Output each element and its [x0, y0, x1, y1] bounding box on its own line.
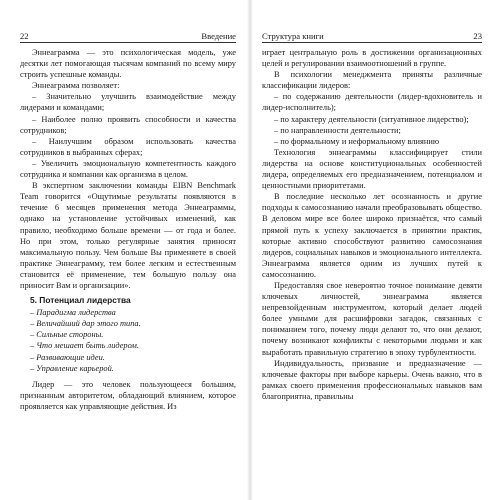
list-item: – Парадигма лидерства — [30, 308, 116, 318]
left-page — [0, 0, 248, 500]
list-item: – Сильные стороны. — [30, 330, 104, 340]
left-page-body — [20, 47, 236, 412]
list-item: – по направленности деятельности; — [274, 125, 401, 135]
right-page-header — [262, 30, 482, 43]
right-page — [252, 0, 500, 500]
paragraph: Предоставляя свое невероятно точное понимание девяти ключевых личностей, эннеаграмма является непревзойденным инструментом, который делает людей более умными для расшифровки загадок, связанных с пониманием того, почему люди делают то, что они делают, почему возникают конфликты с некоторыми людьми и как выработать правильную стратегию в эпоху турбулентности. — [262, 280, 482, 357]
paragraph: Индивидуальность, призвание и предназначение — ключевые факторы при выборе карьеры. Очень важно, что в рамках своего применения профессиональных навыков вам благоприятна, правильны — [262, 358, 482, 401]
paragraph: Технология эннеаграммы классифицирует стили лидерства на основе конституциональных особенностей лидера, определяемых его предназначением, потенциалом и ценностными приоритетами. — [262, 147, 482, 191]
list-item: – Наиболее полно проявить способности и качества сотрудников; — [20, 114, 236, 135]
paragraph: Лидер — это человек пользующееся большим, признанным авторитетом, обладающий влиянием, которое проявляется как управляющие действия. Из — [20, 379, 236, 411]
page-number: 23 — [473, 31, 482, 41]
list-item: – Управление карьерой. — [30, 363, 114, 373]
running-title: Структура книги — [262, 31, 324, 41]
list-item: – по формальному и неформальному влиянию — [274, 136, 440, 146]
list-item: – Наилучшим образом использовать качества сотрудников в выбранных сферах; — [20, 136, 236, 157]
list-item-text: Парадигма лидерства — [36, 308, 116, 318]
list-item-text: Величайший дар этого типа. — [36, 319, 141, 329]
running-title: Введение — [201, 31, 236, 41]
list-item: – Увеличить эмоциональную компетентность каждого сотрудника и компании как организма в целом. — [20, 158, 236, 180]
paragraph: Эннеаграмма — это психологическая модель, уже десятки лет помогающая тысячам компаний по всему миру строить успешные команды. — [20, 48, 236, 80]
paragraph: В последние несколько лет осознанность и другие подходы к самосознанию начали преобразовывать общество. В деловом мире все более широко признаётся, что самый прямой путь к успеху заключается в принятии практик, которые активно способствуют развитию самосознания лидеров, социальных навыков и эмоционального интеллекта. Эннеаграмма является одним из лучших путей к самосознанию. — [262, 192, 482, 279]
list-item-text: Управление карьерой. — [36, 363, 114, 373]
paragraph: играет центральную роль в достижении организационных целей и регулировании взаимоотношений в группе. — [262, 48, 482, 69]
paragraph: Эннеаграмма позволяет: — [32, 81, 120, 91]
list-item: – по содержанию деятельности (лидер-вдохновитель и лидер-исполнитель); — [262, 92, 482, 113]
list-item: – Значительно улучшить взаимодействие между лидерами и командами; — [20, 92, 236, 113]
right-page-body — [262, 47, 482, 402]
paragraph: В экспертном заключении команды EIBN Benchmark Team говорится «Ощутимые результаты появляются в течение 6 месяцев применения метода Эннеаграммы, однако на установление устойчивых изменений, как правило, необходимо больше времени — от года и более. Но при этом, только регулярные занятия приносят максимальную пользу. Чем больше Вы применяете в своей практике Эннеаграмму, тем более легким и естественным становится её применение, тем большую пользу она приносит Вам и организации». — [20, 181, 236, 290]
list-item: – Развивающие идеи. — [30, 352, 105, 362]
list-item-text: Развивающие идеи. — [36, 352, 105, 362]
list-item: – Величайший дар этого типа. — [30, 319, 141, 329]
list-item-text: Сильные стороны. — [36, 330, 104, 340]
list-item: – по характеру деятельности (ситуативное лидерство); — [274, 114, 469, 124]
page-number: 22 — [20, 31, 29, 41]
left-page-header — [20, 30, 236, 43]
list-item-text: Что мешает быть лидером. — [36, 341, 139, 351]
paragraph: В психологии менеджмента приняты различные классификации лидеров: — [262, 70, 482, 91]
section-heading: 5. Потенциал лидерства — [30, 295, 131, 306]
list-item: – Что мешает быть лидером. — [30, 341, 139, 351]
